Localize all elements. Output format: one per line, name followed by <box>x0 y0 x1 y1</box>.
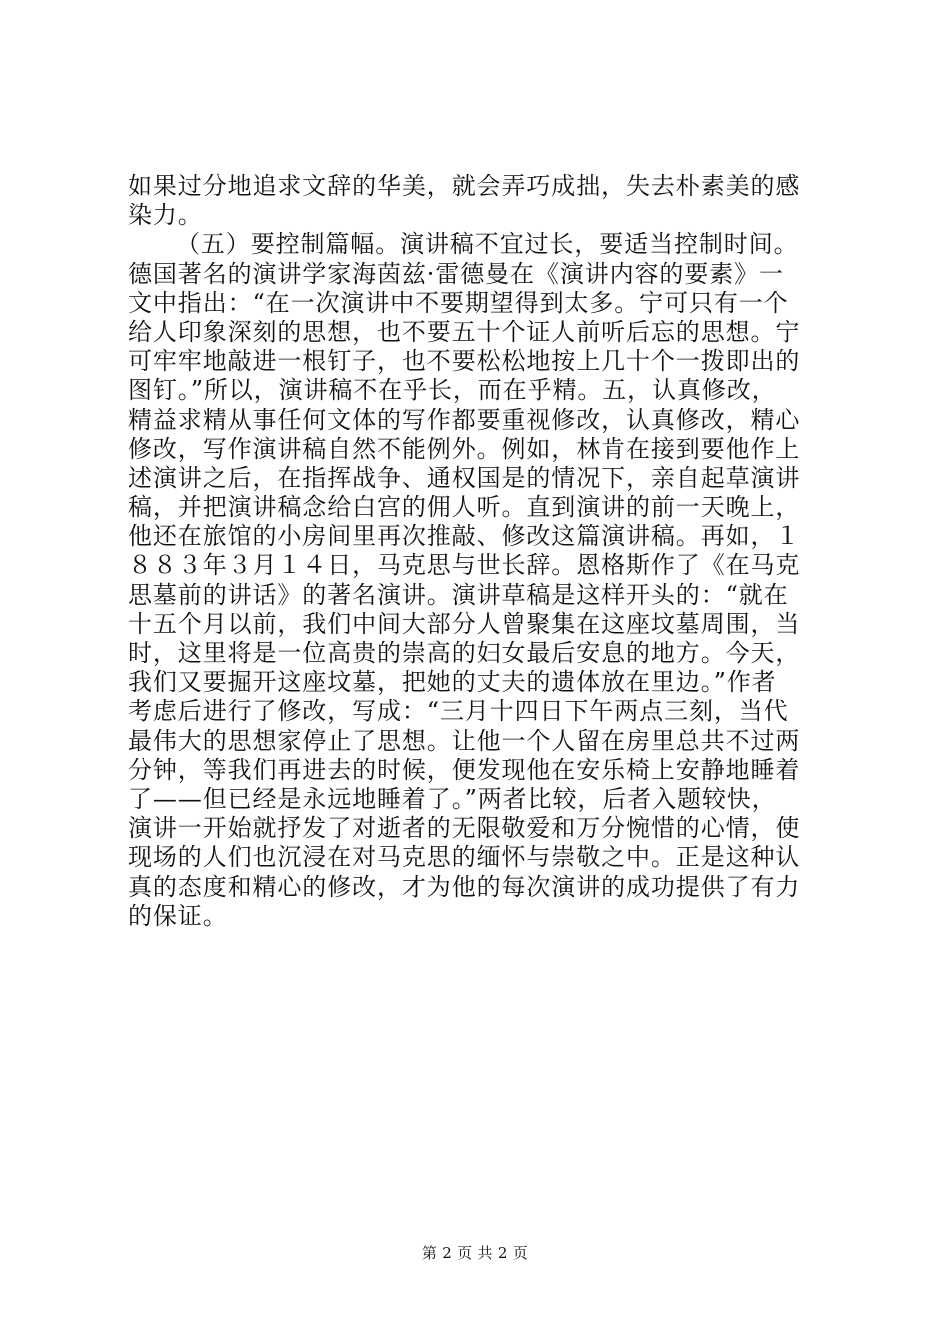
text-line: ８８３年３月１４日，马克思与世长辞。恩格斯作了《在马克 <box>128 551 801 580</box>
text-line: 考虑后进行了修改，写成：“三月十四日下午两点三刻，当代 <box>128 697 789 726</box>
text-line: 十五个月以前，我们中间大部分人曾聚集在这座坟墓周围，当 <box>128 609 801 638</box>
text-line: 文中指出：“在一次演讲中不要期望得到太多。宁可只有一个 <box>128 288 789 317</box>
text-line: 演讲一开始就抒发了对逝者的无限敬爱和万分惋惜的心情，使 <box>128 814 801 843</box>
body-text <box>128 172 828 931</box>
text-line: 给人印象深刻的思想，也不要五十个证人前听后忘的思想。宁 <box>128 317 801 346</box>
page-number-footer: 第 2 页 共 2 页 <box>421 1244 529 1262</box>
text-line: 修改，写作演讲稿自然不能例外。例如，林肯在接到要他作上 <box>128 434 801 463</box>
text-line: 他还在旅馆的小房间里再次推敲、修改这篇演讲稿。再如，１ <box>128 522 801 551</box>
text-line: 时，这里将是一位高贵的崇高的妇女最后安息的地方。今天， <box>128 639 801 667</box>
text-line: 思墓前的讲话》的著名演讲。演讲草稿是这样开头的：“就在 <box>128 580 789 609</box>
text-line: 述演讲之后，在指挥战争、通权国是的情况下，亲自起草演讲 <box>128 463 801 492</box>
text-line: 可牢牢地敲进一根钉子，也不要松松地按上几十个一拨即出的 <box>128 347 801 376</box>
text-line: 染力。 <box>128 201 203 230</box>
paragraph-start-line: （五）要控制篇幅。演讲稿不宜过长，要适当控制时间。 <box>176 230 799 259</box>
text-line: 最伟大的思想家停止了思想。让他一个人留在房里总共不过两 <box>128 726 801 755</box>
text-line: 稿，并把演讲稿念给白宫的佣人听。直到演讲的前一天晚上， <box>128 493 801 522</box>
text-line: 真的态度和精心的修改，才为他的每次演讲的成功提供了有力 <box>128 872 801 901</box>
text-line: 了——但已经是永远地睡着了。”两者比较，后者入题较快， <box>128 784 777 813</box>
text-line: 我们又要掘开这座坟墓，把她的丈夫的遗体放在里边。”作者 <box>128 668 777 697</box>
text-line: 精益求精从事任何文体的写作都要重视修改，认真修改，精心 <box>128 405 801 434</box>
text-line: 的保证。 <box>128 901 228 930</box>
text-line: 图钉。”所以，演讲稿不在乎长，而在乎精。五，认真修改， <box>128 376 777 405</box>
text-line: 德国著名的演讲学家海茵兹·雷德曼在《演讲内容的要素》一 <box>128 259 784 288</box>
text-line: 现场的人们也沉浸在对马克思的缅怀与崇敬之中。正是这种认 <box>128 843 801 872</box>
text-line: 分钟，等我们再进去的时候，便发现他在安乐椅上安静地睡着 <box>128 755 801 784</box>
text-line: 如果过分地追求文辞的华美，就会弄巧成拙，失去朴素美的感 <box>128 172 801 200</box>
